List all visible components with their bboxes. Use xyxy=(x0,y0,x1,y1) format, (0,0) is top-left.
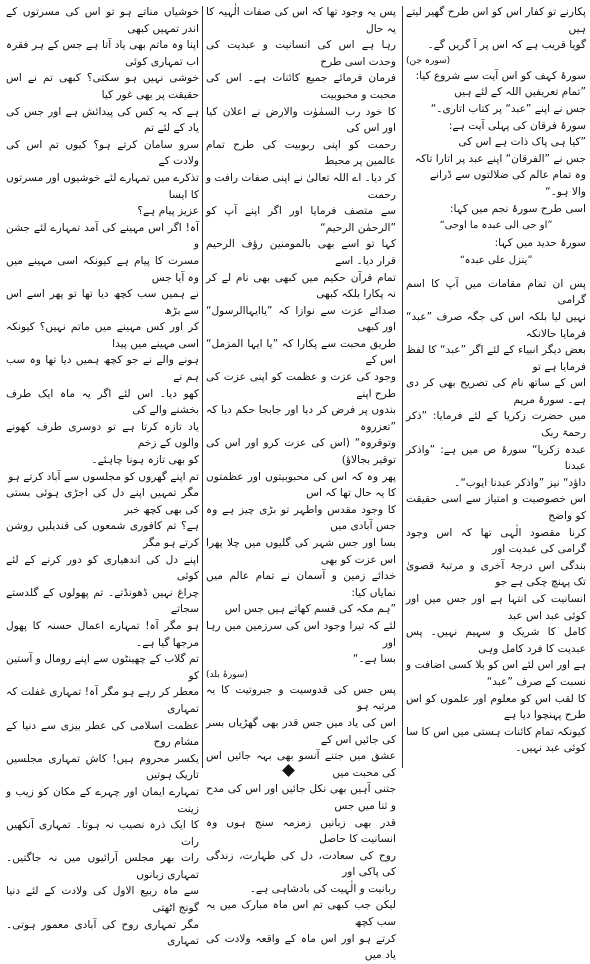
text-line: معطر کر رہے ہو مگر آہ! تمہاری غفلت کہ تمہاری xyxy=(6,686,199,715)
text-line: سے متصف فرمایا اور اگر اپنے آپ کو ”الرحمٰن الرحیم“ xyxy=(206,205,396,234)
text-line: گویا قریب ہے کہ اس پر آ گریں گے۔ xyxy=(427,39,586,52)
text-line: ”تمام تعریفیں اللہ کے لئے ہیں xyxy=(454,86,586,99)
text-line: عظمت اسلامی کی عطر بیزی سے دنیا کے مشام روح xyxy=(6,719,199,749)
text-line: خدائے زمین و آسمان نے تمام عالم میں نمایاں کیا: xyxy=(206,570,396,599)
text-line: بندگی اس درجۂ آخری و مرتبۂ قصویٰ تک پہنچ چکی ہے جو xyxy=(406,559,586,589)
text-line: پھر وہ کہ اس کی محبوبیتوں اور عظمتوں کا یہ حال تھا کہ اس xyxy=(206,470,396,500)
text-line: کا ایک ذرہ نصیب نہ ہوتا۔ تمہاری آنکھیں رات xyxy=(6,819,199,848)
column-divider xyxy=(202,6,203,768)
text-line: لئے کہ تیرا وجود اس کی سرزمین میں رہا اور xyxy=(206,619,396,649)
text-line: اسی طرح سورۂ نجم میں کہا: xyxy=(449,202,586,215)
text-line: تمہارے ایمان اور چہرے کے مکان کو زیب و زینت xyxy=(6,785,199,815)
text-line: مسرت کا پیام ہے کیونکہ اسی مہینے میں وہ آیا جس xyxy=(6,254,199,284)
text-line: قدر بھی زبانیں زمزمہ سنج ہوں وہ انسانیت کا حاصل xyxy=(206,816,396,846)
text-line: کامل کا شریک و سہیم نہیں۔ پس عبدیت کا فرد کامل وہی xyxy=(406,626,586,655)
source-reference: (سورۂ بلد) xyxy=(206,669,248,680)
text-line: وہ تمام عالم کی ضلالتوں سے ڈرانے xyxy=(429,169,586,182)
text-line: ہونے والے نے جو کچھ ہمیں دیا تھا وہ سب ہم نے xyxy=(6,354,199,384)
text-line: ہے اور اس لئے اس کو بلا کسی اضافت و نسبت کے صرف ”عبد“ xyxy=(406,659,586,688)
text-line: خوشیاں مناتے ہو تو اس کی مسرتوں کے اندر تمہیں کبھی xyxy=(6,6,199,35)
text-line: یاد تازہ کرتا ہے تو دوسری طرف کھونے والوں کے زخم xyxy=(6,420,199,450)
text-line: اپنا وہ ماتم بھی یاد آتا ہے جس کے ہر فقرہ اب تمہاری کوئی xyxy=(6,39,199,68)
text-line: سورۂ حدید میں کہا: xyxy=(494,237,586,250)
text-line: بعض دیگر انبیاء کے لئے اگر ”عبد“ کا لفظ فرمایا ہے تو xyxy=(406,344,586,373)
text-line: تم اپنے گھروں کو مجلسوں سے آباد کرتے ہو xyxy=(8,470,199,483)
text-line: تم گلاب کے چھینٹوں سے اپنے رومال و آستین کو xyxy=(6,653,199,682)
text-line: کرتے ہو اور اس ماہ کے واقعہ ولادت کی یاد میں xyxy=(206,932,396,962)
text-line: ”کیا ہی پاک ذات ہے اس کی xyxy=(458,136,586,149)
text-line: کا خود رب السمٰوٰت والارض نے اعلان کیا اور اس کی xyxy=(206,105,396,135)
text-line: آہ! اگر اس مہینے کی آمد تمہارے لئے جشن و xyxy=(6,221,199,251)
text-line: پکارنے تو کفار اس کو اس طرح گھیر لیتے ہیں xyxy=(406,6,586,35)
text-line: ہو مگر آہ! تمہارے اعمال حسنہ کا پھول مرجھا گیا ہے۔ xyxy=(6,619,199,649)
text-line: اس کی یاد میں جس قدر بھی گھڑیاں بسر کی جائیں اس کے xyxy=(206,716,396,746)
text-line: جس نے اپنے ”عبد“ پر کتاب اتاری۔“ xyxy=(430,102,586,115)
text-line: بسا ہے۔“ xyxy=(352,653,396,666)
text-line: ہے؟ تم کافوری شمعوں کی قندیلیں روشن کرتے ہو مگر xyxy=(6,520,199,549)
text-line: ہے کہ یہ کس کی پیدائش ہے اور جس کی یاد کے لئے تم xyxy=(6,105,199,135)
text-line: وتوقروہ“ (اس کی عزت کرو اور اس کی توقیر بجالاؤ) xyxy=(206,437,396,467)
text-line: داؤد“ نیز ”واذکر عبدنا ایوب“۔ xyxy=(454,476,586,489)
text-line: میں حضرت زکریا کے لئے فرمایا: ”ذکر رحمۃ ربک xyxy=(406,410,586,440)
text-line: چراغ نہیں ڈھونڈتے۔ تم پھولوں کے گلدستے سجاتے xyxy=(6,586,199,616)
text-line: پس ان تمام مقامات میں آپ کا اسم گرامی xyxy=(406,277,586,307)
text-line: سرو سامان کرتے ہو؟ کیوں تم اس کی ولادت کے xyxy=(6,138,199,168)
text-line: مگر تمہیں اپنے دل کی اجڑی ہوئی بستی کی بھی کچھ خبر xyxy=(6,487,199,516)
column-left xyxy=(6,4,199,948)
quranic-quote: ”او حی الی عبدہ ما اوحی“ xyxy=(439,220,553,232)
text-line: جتنی آہیں بھی نکل جائیں اور اس کی مدح و ثنا میں جس xyxy=(206,783,396,812)
text-line: نے ہمیں سب کچھ دیا تھا تو پھر اسے اس سے بڑھ xyxy=(6,288,199,317)
text-line: کا لقب اس کو معلوم اور علموں کو اس طرح پہنچوا دیا ہے xyxy=(406,692,586,722)
text-line: کر دیا۔ اے اللہ تعالیٰ نے اپنی صفات رافت و رحمت xyxy=(206,171,396,201)
text-line: سے ماہ ربیع الاول کی ولادت کے لئے دنیا گونج اٹھتی xyxy=(6,885,199,915)
quranic-quote: ”ینزل علی عبدہ“ xyxy=(459,254,533,266)
column-right xyxy=(406,4,586,770)
text-line: جس نے ”الفرقان“ اپنے عبد پر اتارا تاکہ xyxy=(415,152,586,165)
text-line: کھو دیا۔ اس لئے اگر یہ ماہ ایک طرف بخشنے والے کی xyxy=(6,387,199,417)
column-middle xyxy=(206,4,396,962)
text-line: اس خصوصیت و امتیاز سے اسی حقیقت کو واضح xyxy=(406,493,586,523)
text-line: لیکن جب کبھی تم اس ماہ مبارک میں یہ سب کچھ xyxy=(206,899,396,929)
text-line: بسا اور جس شہر کی گلیوں میں چلا پھرا اس عزت کو بھی xyxy=(206,537,396,566)
text-line: اس کے ساتھ نام کی تصریح بھی کر دی ہے۔ سورۂ مریم xyxy=(406,377,586,406)
text-line: عبدہ زکریا“ سورۂ ص میں ہے: ”واذکر عبدنا xyxy=(406,443,586,473)
text-line: وجود کی عزت و عظمت کو اپنی عزت کی طرح اپنے xyxy=(206,371,396,400)
text-line: والا ہو۔“ xyxy=(545,185,586,198)
text-line: انسانیت کی انتہا ہے اور جس میں اور کوئی عبد اس عبد xyxy=(406,593,586,622)
text-line: سورۂ کہف کو اس آیت سے شروع کیا: xyxy=(415,69,586,82)
text-line: یکسر محروم ہیں! کاش تمہاری مجلسیں تاریک ہوتیں xyxy=(6,752,199,782)
text-line: رحمت کو اپنی ربوبیت کی طرح تمام عالمین پر محیط xyxy=(206,138,396,168)
text-line: کیونکہ تمام کائنات ہستی میں اس کا سا کوئی عبد نہیں۔ xyxy=(406,725,586,755)
text-line: کو بھی تازہ ہونا چاہئے۔ xyxy=(91,454,199,467)
text-line: عزیز پیام ہے؟ xyxy=(137,205,199,218)
text-line: کر اور کس مہینے میں ماتم نہیں؟ کیونکہ اسی مہینے میں پیدا xyxy=(6,321,199,350)
text-line: ربانیت و الٰہیت کی بادشاہی ہے۔ xyxy=(249,882,396,895)
text-line: خوشی نہیں ہو سکتی؟ کبھی تم نے اس حقیقت پر بھی غور کیا xyxy=(6,72,199,101)
text-line: صدائے عزت سے نوازا کہ ”یاایہاالرسول“ اور کبھی xyxy=(206,304,396,334)
text-line: پس جس کی قدوسیت و جبروتیت کا یہ مرتبہ ہو xyxy=(206,683,396,713)
column-divider xyxy=(402,6,403,768)
text-line: تمام قرآن حکیم میں کبھی بھی نام لے کر نہ پکارا بلکہ کبھی xyxy=(206,271,396,301)
text-line: رہا ہے اس کی انسانیت و عبدیت کی وحدت اسی طرح xyxy=(206,39,396,68)
text-line: کا وجود مقدس واطہر تو بڑی چیز ہے وہ جس آبادی میں xyxy=(206,503,396,533)
text-line: فرمان فرمائے جمیع کائنات ہے۔ اس کی محبت و محبوبیت xyxy=(206,72,396,101)
text-line: پس یہ وجود تھا کہ اس کی صفات الٰہیہ کا یہ حال xyxy=(206,6,396,35)
text-line: بندوں پر فرض کر دیا اور جابجا حکم دیا کہ ”تعزروہ xyxy=(206,404,396,433)
text-line: اپنے دل کی اندھیاری کو دور کرنے کے لئے کوئی xyxy=(6,553,199,583)
text-line: کرنا مقصود الٰہی تھا کہ اس وجود گرامی کی عبدیت اور xyxy=(406,526,586,556)
text-line: مگر تمہاری روح کی آبادی معمور ہوتی۔ تمہاری xyxy=(6,918,199,948)
text-line: تذکرے میں تمہارے لئے خوشیوں اور مسرتوں کا ایسا xyxy=(6,171,199,201)
text-line: کہا تو اسے بھی بالمومنین رؤف الرحیم قرار دیا۔ اسے xyxy=(206,238,396,267)
text-line: ”ہم مکہ کی قسم کھاتے ہیں جس اس xyxy=(224,603,396,616)
text-line: عشق میں جتنے آنسو بھی بہہ جائیں اس کی محبت میں xyxy=(206,750,396,779)
source-reference: (سورہ جن) xyxy=(406,55,451,66)
text-line: رات بھر مجلس آرائیوں میں نہ جاگتیں۔ تمہاری زبانوں xyxy=(6,852,199,881)
text-line: روح کی سعادت، دل کی طہارت، زندگی کی پاکی اور xyxy=(206,849,396,879)
text-line: نہیں لیا بلکہ اس کی جگہ صرف ”عبد“ فرمایا حالانکہ xyxy=(406,310,586,340)
text-line: سورۂ فرقان کی پہلی آیت ہے: xyxy=(448,119,586,132)
text-line: طریق محبت سے پکارا کہ ”یا ایہا المزمل“ اس کے xyxy=(206,337,396,367)
